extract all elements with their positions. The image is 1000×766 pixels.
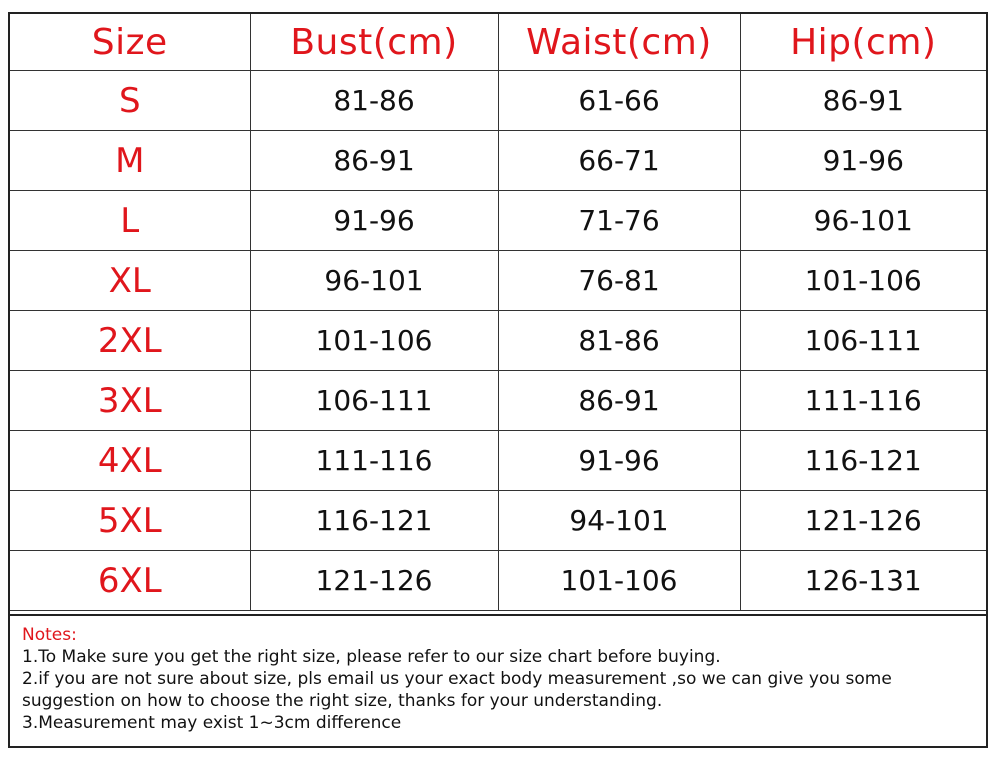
hip-cell: 96-101 [740,191,986,251]
header-waist [498,14,740,71]
bust-cell: 81-86 [250,71,498,131]
note-line-1: 1.To Make sure you get the right size, please refer to our size chart before buying. [22,647,721,667]
waist-cell: 61-66 [498,71,740,131]
bust-cell: 86-91 [250,131,498,191]
hip-cell: 106-111 [740,311,986,371]
waist-cell: 66-71 [498,131,740,191]
size-chart [8,12,988,748]
hip-cell: 91-96 [740,131,986,191]
size-cell: S [10,71,250,131]
table-row [10,491,986,551]
hip-cell: 116-121 [740,431,986,491]
header-bust [250,14,498,71]
table-row [10,191,986,251]
bust-cell: 116-121 [250,491,498,551]
hip-cell: 111-116 [740,371,986,431]
waist-cell: 71-76 [498,191,740,251]
table-body [10,71,986,611]
waist-cell: 76-81 [498,251,740,311]
header-waist-label: Waist(cm) [526,21,712,63]
table-row [10,551,986,611]
size-cell: 4XL [10,431,250,491]
bust-cell: 96-101 [250,251,498,311]
table-row [10,431,986,491]
size-table [10,14,986,611]
header-bust-label: Bust(cm) [290,21,458,63]
waist-cell: 81-86 [498,311,740,371]
hip-cell: 126-131 [740,551,986,611]
bust-cell: 111-116 [250,431,498,491]
hip-cell: 86-91 [740,71,986,131]
header-hip [740,14,986,71]
size-cell: 3XL [10,371,250,431]
hip-cell: 101-106 [740,251,986,311]
size-cell: 5XL [10,491,250,551]
bust-cell: 121-126 [250,551,498,611]
waist-cell: 91-96 [498,431,740,491]
bust-cell: 101-106 [250,311,498,371]
size-cell: M [10,131,250,191]
bust-cell: 91-96 [250,191,498,251]
notes-section [10,614,986,746]
table-row [10,311,986,371]
waist-cell: 86-91 [498,371,740,431]
header-hip-label: Hip(cm) [790,21,937,63]
waist-cell: 101-106 [498,551,740,611]
table-row [10,251,986,311]
size-cell: L [10,191,250,251]
note-line-2: 2.if you are not sure about size, pls email us your exact body measurement ,so we can give you some [22,669,892,689]
waist-cell: 94-101 [498,491,740,551]
size-cell: XL [10,251,250,311]
note-line-4: 3.Measurement may exist 1~3cm difference [22,713,402,733]
header-row [10,14,986,71]
hip-cell: 121-126 [740,491,986,551]
table-row [10,371,986,431]
note-line-3: suggestion on how to choose the right size, thanks for your understanding. [22,691,663,711]
size-cell: 2XL [10,311,250,371]
table-row [10,71,986,131]
header-size [10,14,250,71]
size-cell: 6XL [10,551,250,611]
notes-title: Notes: [22,625,77,645]
table-row [10,131,986,191]
bust-cell: 106-111 [250,371,498,431]
header-size-label: Size [91,21,168,63]
